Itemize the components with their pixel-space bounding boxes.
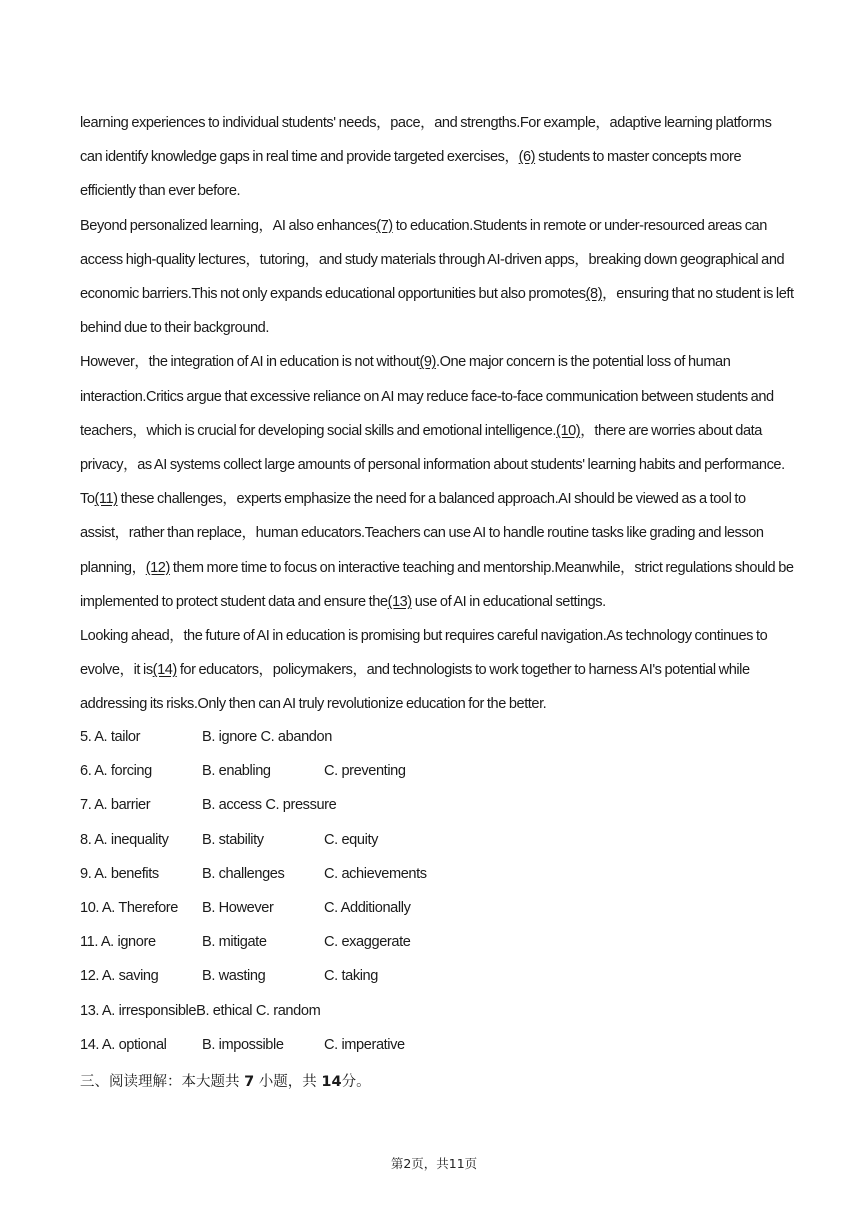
paragraph-text: them more time to focus on interactive teaching and mentorship.Meanwhile，strict regulations should be implemented to protect student data and ensure the bbox=[80, 559, 794, 610]
section-heading bbox=[80, 1065, 371, 1099]
paragraph-2 bbox=[80, 209, 796, 346]
blank-11: (11) bbox=[94, 491, 118, 508]
question-14 bbox=[80, 1028, 796, 1062]
paragraph-text: .One major concern is the potential loss of human interaction.Critics argue that excessive reliance on AI may reduce face-to-face communication between students and teachers，which is crucial for developing social skills and emotional intelligence. bbox=[80, 354, 774, 439]
option-c: C. taking bbox=[324, 968, 378, 985]
paragraph-text: Beyond personalized learning，AI also enhances bbox=[80, 217, 377, 234]
paragraph-text: However，the integration of AI in education is not without bbox=[80, 354, 420, 371]
blank-6: (6) bbox=[518, 149, 536, 166]
paragraph-text: To bbox=[80, 491, 95, 508]
question-7 bbox=[80, 788, 796, 822]
section-middle: 小题，共 bbox=[254, 1074, 322, 1090]
question-10 bbox=[80, 891, 796, 925]
cloze-passage bbox=[80, 106, 796, 722]
total-score: 14 bbox=[321, 1074, 342, 1090]
option-c: C. Additionally bbox=[324, 899, 411, 916]
option-b: B. wasting bbox=[202, 968, 266, 985]
question-5 bbox=[80, 720, 796, 754]
section-prefix: 三、阅读理解：本大题共 bbox=[80, 1074, 245, 1090]
option-c: C. exaggerate bbox=[324, 934, 411, 951]
option-b: B. stability bbox=[202, 831, 264, 848]
paragraph-5 bbox=[80, 619, 796, 722]
page-number-footer: 第2页，共11页 bbox=[390, 1156, 478, 1171]
option-b: B. mitigate bbox=[202, 934, 267, 951]
paragraph-4 bbox=[80, 482, 796, 619]
option-a: 13. A. irresponsible bbox=[80, 1002, 197, 1019]
option-a: 7. A. barrier bbox=[80, 797, 151, 814]
option-b: B. ethical bbox=[196, 1002, 253, 1019]
question-12 bbox=[80, 959, 796, 993]
option-c: C. pressure bbox=[265, 797, 337, 814]
paragraph-text: Looking ahead，the future of AI in education is promising but requires careful navigation.As technology continues to evolve，it is bbox=[80, 628, 768, 679]
option-a: 11. A. ignore bbox=[80, 934, 156, 951]
paragraph-text: use of AI in educational settings. bbox=[411, 593, 606, 610]
option-b: B. challenges bbox=[202, 865, 285, 882]
blank-12: (12) bbox=[145, 559, 170, 576]
option-b: B. enabling bbox=[202, 763, 271, 780]
option-c: C. achievements bbox=[324, 865, 427, 882]
option-c: C. imperative bbox=[324, 1036, 405, 1053]
option-a: 14. A. optional bbox=[80, 1036, 167, 1053]
option-a: 10. A. Therefore bbox=[80, 899, 178, 916]
answer-options bbox=[80, 720, 796, 1062]
paragraph-text: for educators，policymakers，and technologists to work together to harness AI's potential while addressing its risks.Only then can AI truly revolutionize education for the better. bbox=[80, 662, 750, 713]
question-8 bbox=[80, 823, 796, 857]
question-6 bbox=[80, 754, 796, 788]
paragraph-text: learning experiences to individual students' needs，pace，and strengths.For example，adaptive learning platforms can identify knowledge gaps in real time and provide targeted exercises， bbox=[80, 115, 772, 166]
blank-7: (7) bbox=[376, 217, 393, 234]
option-a: 5. A. tailor bbox=[80, 729, 141, 745]
option-c: C. random bbox=[255, 1002, 321, 1019]
paragraph-text: these challenges，experts emphasize the need for a balanced approach.AI should be viewed as a tool to assist，rather than replace，human educators.Teachers can use AI to handle routine tasks like grading and lesson planning， bbox=[80, 491, 764, 576]
option-b: B. access bbox=[202, 797, 262, 814]
blank-14: (14) bbox=[152, 662, 177, 679]
paragraph-text: ，ensuring that no student is left behind due to their background. bbox=[80, 286, 794, 337]
option-a: 9. A. benefits bbox=[80, 865, 159, 882]
option-b: B. impossible bbox=[202, 1036, 284, 1053]
question-9 bbox=[80, 857, 796, 891]
option-c: C. equity bbox=[324, 831, 378, 848]
option-a: 6. A. forcing bbox=[80, 763, 152, 780]
paragraph-3 bbox=[80, 345, 796, 482]
paragraph-text: students to master concepts more efficiently than ever before. bbox=[80, 149, 742, 200]
blank-13: (13) bbox=[387, 593, 412, 610]
section-suffix: 分。 bbox=[341, 1074, 371, 1090]
question-11 bbox=[80, 925, 796, 959]
paragraph-text: to education.Students in remote or under-resourced areas can access high-quality lectures，tutoring，and study materials through AI-driven apps，breaking down geographical and economic barriers.This not only expands educational opportunities but also promotes bbox=[80, 217, 785, 303]
blank-10: (10) bbox=[556, 422, 581, 439]
paragraph-1 bbox=[80, 106, 796, 209]
option-c: C. abandon bbox=[260, 729, 332, 745]
option-c: C. preventing bbox=[324, 763, 406, 780]
paragraph-text: ，there are worries about data privacy，as AI systems collect large amounts of personal information about students' learning habits and performance. bbox=[80, 422, 785, 474]
question-count: 7 bbox=[244, 1074, 255, 1090]
option-a: 12. A. saving bbox=[80, 968, 159, 985]
option-b: B. However bbox=[202, 899, 274, 916]
question-13 bbox=[80, 994, 796, 1028]
option-a: 8. A. inequality bbox=[80, 831, 169, 848]
option-b: B. ignore bbox=[202, 729, 257, 745]
blank-9: (9) bbox=[419, 354, 436, 371]
blank-8: (8) bbox=[585, 286, 603, 303]
